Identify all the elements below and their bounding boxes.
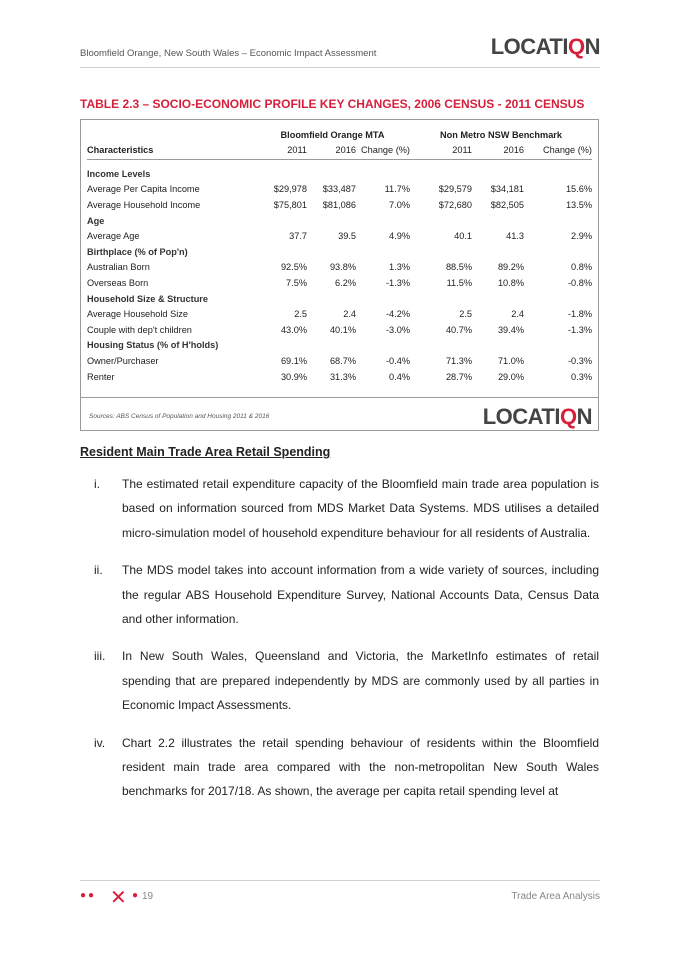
table-section-header xyxy=(87,244,592,260)
table-cell: 68.7% xyxy=(329,355,356,366)
header-divider xyxy=(80,67,600,68)
table-cell: 37.7 xyxy=(289,231,307,242)
table-cell: 71.3% xyxy=(445,355,472,366)
group-header-mta: Bloomfield Orange MTA xyxy=(280,130,385,140)
table-cell: 7.5% xyxy=(286,277,307,288)
table-cell: 30.9% xyxy=(280,371,307,382)
table-cell: 93.8% xyxy=(329,262,356,273)
section-label: Income Levels xyxy=(87,168,151,179)
column-header: Change (%) xyxy=(542,145,592,155)
table-cell: 11.7% xyxy=(384,184,410,195)
table-row xyxy=(87,197,592,213)
table-section-header xyxy=(87,166,592,182)
table-cell: 1.3% xyxy=(389,262,410,273)
footer-dots-icon: ●● xyxy=(80,890,97,901)
table-row xyxy=(87,353,592,369)
table-cell: -3.0% xyxy=(385,324,410,335)
section-label: Household Size & Structure xyxy=(87,293,208,304)
table-cell: $34,181 xyxy=(490,184,524,195)
list-item xyxy=(80,644,599,717)
table-cell: 11.5% xyxy=(446,277,472,288)
row-label: Average Household Size xyxy=(87,309,188,320)
table-cell: $29,579 xyxy=(438,184,472,195)
page-footer xyxy=(80,887,600,911)
column-header: Change (%) xyxy=(360,145,410,155)
table-cell: -1.3% xyxy=(385,277,410,288)
table-cell: 2.4 xyxy=(343,309,356,320)
table-cell: 0.4% xyxy=(389,371,410,382)
table-cell: $81,086 xyxy=(322,199,356,210)
table-cell: 40.1 xyxy=(454,231,472,242)
footer-divider xyxy=(80,880,600,881)
column-header: 2016 xyxy=(335,145,356,155)
table-cell: 28.7% xyxy=(445,371,472,382)
row-label: Average Per Capita Income xyxy=(87,184,200,195)
list-item xyxy=(80,472,599,545)
list-text: The estimated retail expenditure capacity of the Bloomfield main trade area population is based on information sourced from MDS Market Data Systems. MDS utilises a detailed micro-simulation model of household expenditure behaviour for all residents of Australia. xyxy=(122,477,599,540)
table-cell: $29,978 xyxy=(273,184,307,195)
table-cell: 39.5 xyxy=(338,231,356,242)
table-row xyxy=(87,182,592,198)
table-title: TABLE 2.3 – SOCIO-ECONOMIC PROFILE KEY CHANGES, 2006 CENSUS - 2011 CENSUS xyxy=(80,97,585,111)
table-row xyxy=(87,275,592,291)
table-cell: -0.8% xyxy=(567,277,592,288)
page-header xyxy=(80,34,600,70)
table-section-header xyxy=(87,213,592,229)
logo-text-start: LOCATI xyxy=(490,34,568,59)
table-cell: 6.2% xyxy=(335,277,356,288)
footer-dot-icon: ● xyxy=(132,890,139,901)
table-cell: 15.6% xyxy=(565,184,592,195)
numbered-points xyxy=(80,472,599,817)
row-label: Average Age xyxy=(87,231,140,242)
table-cell: 2.5 xyxy=(294,309,307,320)
table-cell: 40.1% xyxy=(329,324,356,335)
section-label: Age xyxy=(87,215,105,226)
table-cell: $82,505 xyxy=(490,199,524,210)
table-location-logo xyxy=(483,404,592,430)
footer-section-name: Trade Area Analysis xyxy=(511,891,600,902)
logo-text-start: LOCATI xyxy=(482,404,560,429)
table-cell: 40.7% xyxy=(445,324,472,335)
table-cell: 0.8% xyxy=(571,262,592,273)
list-text: In New South Wales, Queensland and Victoria, the MarketInfo estimates of retail spending that are prepared independently by MDS are commonly used by all parties in Economic Impact Assessments. xyxy=(122,649,599,713)
page-number: 19 xyxy=(142,891,154,902)
table-row xyxy=(87,369,592,385)
table-row xyxy=(87,322,592,338)
table-cell: 7.0% xyxy=(389,199,410,210)
table-cell: 10.8% xyxy=(497,277,524,288)
list-numeral: i. xyxy=(94,477,100,491)
row-label: Overseas Born xyxy=(87,277,149,288)
table-cell: 39.4% xyxy=(497,324,524,335)
table-cell: 31.3% xyxy=(329,371,356,382)
location-logo xyxy=(491,34,600,60)
logo-accent-letter: Q xyxy=(567,34,585,59)
table-cell: 13.5% xyxy=(565,199,592,210)
table-row xyxy=(87,228,592,244)
list-text: The MDS model takes into account information from a wide variety of sources, including the regular ABS Household Expenditure Survey, National Accounts Data, Census Data and other information. xyxy=(122,563,599,627)
table-cell: -1.3% xyxy=(567,324,592,335)
row-label: Australian Born xyxy=(87,262,150,273)
column-header: 2011 xyxy=(287,145,307,155)
table-cell: -1.8% xyxy=(567,309,592,320)
column-header: Characteristics xyxy=(87,145,154,155)
section-label: Housing Status (% of H'holds) xyxy=(87,340,219,351)
table-cell: 41.3 xyxy=(506,231,524,242)
table-cell: $72,680 xyxy=(438,199,472,210)
row-label: Renter xyxy=(87,371,115,382)
list-numeral: iv. xyxy=(94,735,106,750)
column-header: 2016 xyxy=(503,145,524,155)
logo-accent-letter: Q xyxy=(559,404,577,429)
socio-economic-table xyxy=(87,128,592,384)
table-row xyxy=(87,306,592,322)
table-cell: 2.4 xyxy=(511,309,524,320)
footer-x-icon: ✕ xyxy=(110,887,127,909)
row-label: Owner/Purchaser xyxy=(87,355,159,366)
table-section-header xyxy=(87,338,592,354)
list-text: Chart 2.2 illustrates the retail spending behaviour of residents within the Bloomfield resident main trade area compared with the non-metropolitan New South Wales benchmarks for 2017/18. As shown, the average per capita retail spending level at xyxy=(122,735,599,799)
table-cell: 0.3% xyxy=(571,371,592,382)
table-cell: 89.2% xyxy=(497,262,524,273)
section-label: Birthplace (% of Pop'n) xyxy=(87,246,188,257)
column-header: 2011 xyxy=(452,145,472,155)
row-label: Average Household Income xyxy=(87,199,201,210)
logo-text-end: N xyxy=(576,404,592,429)
table-cell: 29.0% xyxy=(497,371,524,382)
list-numeral: iii. xyxy=(94,649,106,664)
table-cell: -0.3% xyxy=(567,355,592,366)
list-numeral: ii. xyxy=(94,563,103,578)
list-item xyxy=(80,558,599,631)
section-heading: Resident Main Trade Area Retail Spending xyxy=(80,445,331,459)
table-cell: 88.5% xyxy=(445,262,472,273)
table-cell: -4.2% xyxy=(385,309,410,320)
table-section-header xyxy=(87,291,592,307)
table-cell: 92.5% xyxy=(280,262,307,273)
table-cell: $75,801 xyxy=(273,199,307,210)
list-item xyxy=(80,731,599,804)
logo-text-end: N xyxy=(584,34,600,59)
table-cell: 71.0% xyxy=(497,355,524,366)
header-title: Bloomfield Orange, New South Wales – Economic Impact Assessment xyxy=(80,48,377,59)
group-header-benchmark: Non Metro NSW Benchmark xyxy=(439,130,562,140)
table-container xyxy=(80,119,599,431)
table-cell: 2.5 xyxy=(459,309,472,320)
table-row xyxy=(87,260,592,276)
table-cell: -0.4% xyxy=(385,355,410,366)
table-source-note: Sources: ABS Census of Population and Housing 2011 & 2016 xyxy=(89,413,270,420)
table-header-rule xyxy=(87,159,592,160)
table-cell: 43.0% xyxy=(280,324,307,335)
table-cell: 69.1% xyxy=(280,355,307,366)
row-label: Couple with dep't children xyxy=(87,324,192,335)
table-cell: 4.9% xyxy=(389,231,410,242)
table-cell: 2.9% xyxy=(571,231,592,242)
table-cell: $33,487 xyxy=(322,184,356,195)
table-source-rule xyxy=(81,397,598,398)
